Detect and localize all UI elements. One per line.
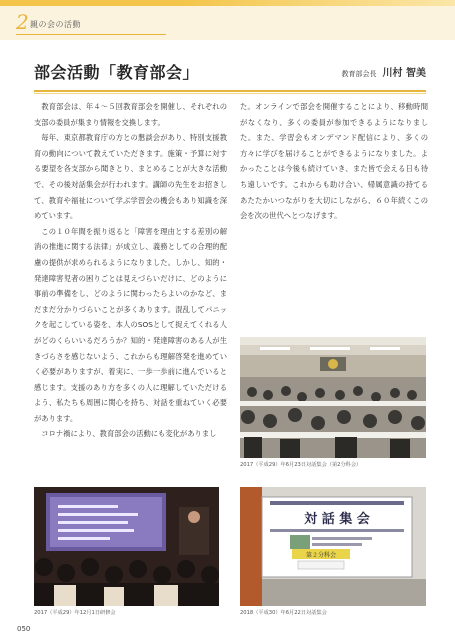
photo-dialogue-meeting-hall (240, 337, 426, 458)
left-column (34, 99, 227, 442)
sign-text: 第２分科会 (305, 552, 337, 559)
page-number: 050 (17, 625, 31, 633)
author-name: 川村 智美 (382, 68, 426, 79)
photo-training-session (34, 487, 219, 606)
header-divider (16, 34, 166, 35)
paragraph: 教育部会は、年４～５回教育部会を開催し、それぞれの支部の委員が集まり情報を交換します。 (34, 102, 227, 127)
section-label: 親の会の活動 (30, 20, 81, 29)
author-byline (342, 64, 426, 79)
title-rule (34, 90, 426, 92)
title-rule-thin (34, 93, 426, 94)
header-accent-bar (0, 0, 455, 6)
banner-text: 対 話 集 会 (304, 512, 370, 527)
right-column (240, 99, 428, 224)
author-role: 教育部会長 (341, 70, 377, 78)
photo-dialogue-banner (240, 487, 426, 606)
paragraph: この１０年間を振り返ると「障害を理由とする差別の解消の推進に関する法律」が成立し、義務としての合理的配慮の提供が求められるようになりました。しかし、知的・発達障害児者の困りごとは見えづらいだけに、どのように事前の準備をし、どのように関わったらよいのかなど、まだまだ分かりづらいことが多くあります。混乱してパニックを起こしている姿を、本人のSOSとして捉えてくれる人がどのくらいいるだろうか？知的・発達障害のある人が生きづらさを感じないよう、これからも理解啓発を進めていく必要がありますが、着実に、一歩一歩前に進んでいると感じます。支援のあり方を多くの人に理解していただけるよう、私たちも周囲に関心を持ち、対話を重ねていく必要があります。 (34, 226, 227, 423)
article-title: 部会活動「教育部会」 (34, 63, 200, 82)
photo-caption: 2017（平成29）年12月1日研修会 (34, 610, 116, 616)
photo-caption: 2018（平成30）年6月22日対話集会 (240, 610, 327, 616)
paragraph: 毎年、東京都教育庁の方との懇談会があり、特別支援教育の動向について教えていただきます。施策・予算に対する要望を各支部から聞きとり、まとめることが大きな活動で、その後対話集会が行われます。講師の先生をお招きして、教育や福祉について学ぶ学習会の機会もあり知識を深めています。 (34, 133, 227, 221)
paragraph: コロナ禍により、教育部会の活動にも変化がありまし (41, 429, 217, 439)
photo-caption: 2017（平成29）年6月23日対話集会（第2分科会） (240, 462, 362, 468)
paragraph: た。オンラインで部会を開催することにより、移動時間がなくなり、多くの委員が参加できるようになりました。また、学習会もオンデマンド配信により、多くの方々に学びを届けることができるようになりました。よかったことは今後も続けていき、また皆で会える日も待ち遠しいです。これからも助け合い、帰属意識の持てるあたたかいつながりを大切にしながら、６０年続くこの会を次の世代へとつなげます。 (240, 102, 428, 221)
section-number: 2 (16, 10, 29, 34)
